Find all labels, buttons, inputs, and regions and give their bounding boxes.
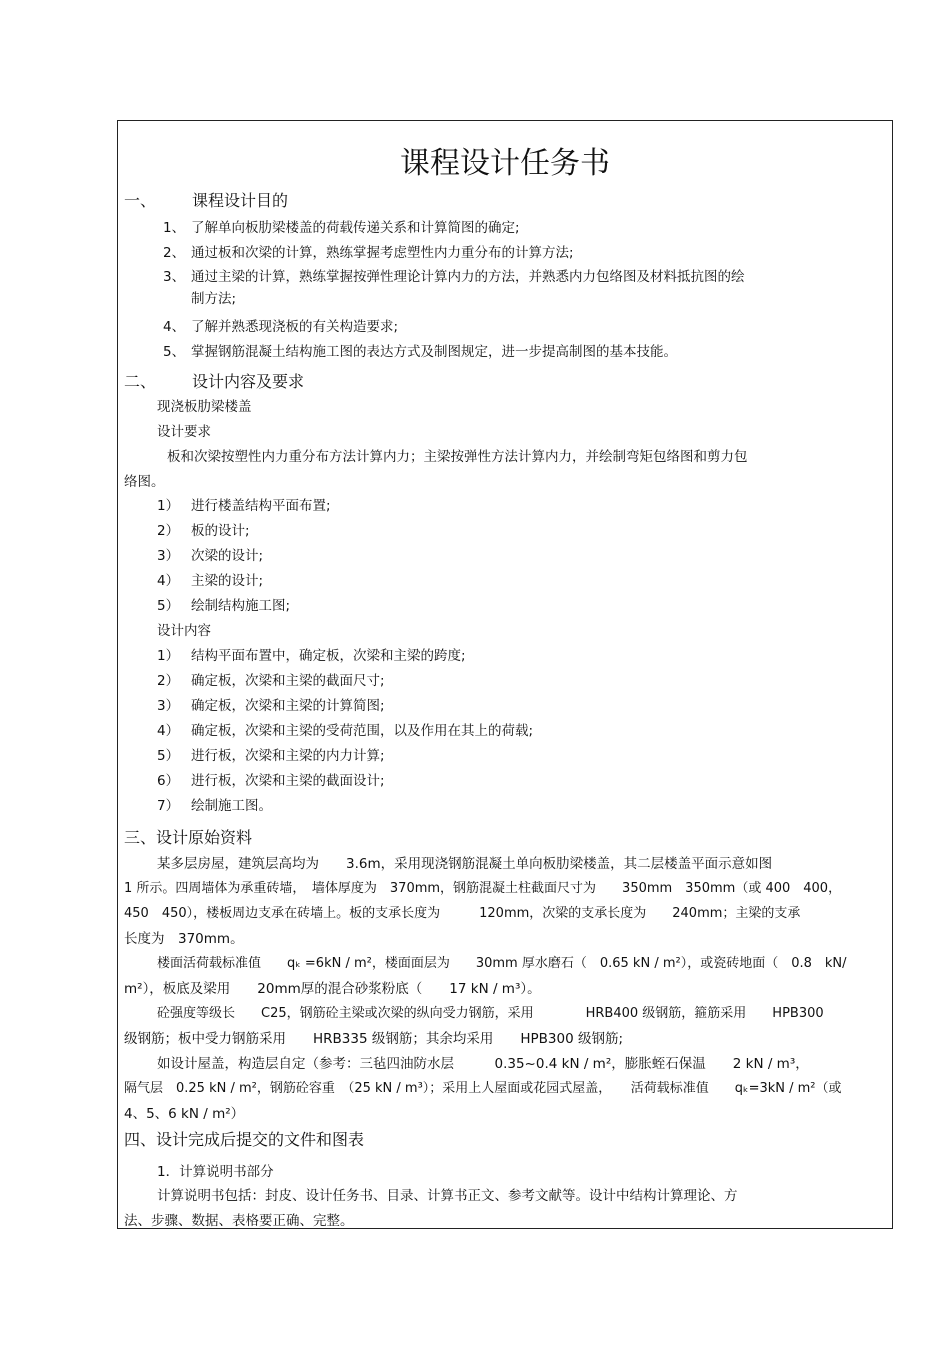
paragraph-line: 1 所示。四周墙体为承重砖墙， 墙体厚度为 370mm，钢筋混凝土柱截面尺寸为 350mm 350mm（或 400 400，: [124, 881, 842, 896]
paragraph-line: 级钢筋；板中受力钢筋采用 HRB335 级钢筋；其余均采用 HPB300 级钢筋;: [124, 1031, 624, 1047]
list-item: 6） 进行板，次梁和主梁的截面设计;: [157, 773, 385, 789]
paragraph-line: 如设计屋盖，构造层自定（参考：三毡四油防水层 0.35~0.4 kN / m²，膨胀蛭石保温 2 kN / m³，: [157, 1056, 809, 1072]
section-4-heading: 四、设计完成后提交的文件和图表: [124, 1130, 365, 1149]
list-item: 1） 结构平面布置中，确定板，次梁和主梁的跨度;: [157, 648, 466, 664]
subheading-design-requirements: 设计要求: [157, 424, 211, 440]
list-item: 5） 绘制结构施工图;: [157, 598, 291, 614]
section-2-number: 二、: [124, 372, 157, 391]
list-item: 3） 次梁的设计;: [157, 548, 264, 564]
paragraph-line: 隔气层 0.25 kN / m²，钢筋砼容重 （25 kN / m³）；采用上人屋面或花园式屋盖， 活荷载标准值 qₖ=3kN / m²（或: [124, 1081, 842, 1096]
paragraph-line: m²），板底及梁用 20mm厚的混合砂浆粉底（ 17 kN / m³）。: [124, 981, 541, 997]
paragraph-line: 板和次梁按塑性内力重分布方法计算内力；主梁按弹性方法计算内力，并绘制弯矩包络图和剪力包: [167, 449, 748, 465]
list-item: 3） 确定板，次梁和主梁的计算简图;: [157, 698, 385, 714]
subheading-floor-type: 现浇板肋梁楼盖: [157, 399, 252, 415]
section-1-number: 一、: [124, 191, 157, 210]
paragraph-line: 络图。: [124, 474, 165, 490]
list-item: 2） 确定板，次梁和主梁的截面尺寸;: [157, 673, 385, 689]
list-item: 2） 板的设计;: [157, 523, 250, 539]
subheading-calc-report: 1．计算说明书部分: [157, 1164, 274, 1180]
list-item: 1、 了解单向板肋梁楼盖的荷载传递关系和计算简图的确定;: [163, 220, 520, 236]
section-2-title: 设计内容及要求: [192, 372, 305, 391]
paragraph-line: 计算说明书包括：封皮、设计任务书、目录、计算书正文、参考文献等。设计中结构计算理论、方: [157, 1188, 738, 1204]
paragraph-line: 砼强度等级长 C25，钢筋砼主梁或次梁的纵向受力钢筋，采用 HRB400 级钢筋，箍筋采用 HPB300: [157, 1006, 824, 1021]
list-item: 4、 了解并熟悉现浇板的有关构造要求;: [163, 319, 399, 335]
section-1-title: 课程设计目的: [192, 191, 289, 210]
paragraph-line: 4、5、6 kN / m²）: [124, 1106, 245, 1122]
subheading-design-content: 设计内容: [157, 623, 211, 639]
list-item: 4） 确定板，次梁和主梁的受荷范围，以及作用在其上的荷载;: [157, 723, 534, 739]
list-item: 4） 主梁的设计;: [157, 573, 264, 589]
list-item: 7） 绘制施工图。: [157, 798, 272, 814]
paragraph-line: 楼面活荷载标准值 qₖ =6kN / m²，楼面面层为 30mm 厚水磨石（ 0.65 kN / m²），或瓷砖地面（ 0.8 kN/: [157, 956, 847, 971]
list-item-continuation: 制方法;: [191, 291, 237, 307]
list-item: 5） 进行板，次梁和主梁的内力计算;: [157, 748, 385, 764]
list-item: 1） 进行楼盖结构平面布置;: [157, 498, 331, 514]
page-title: 课程设计任务书: [400, 146, 610, 181]
section-2-heading: [124, 372, 304, 392]
paragraph-line: 某多层房屋，建筑层高均为 3.6m，采用现浇钢筋混凝土单向板肋梁楼盖，其二层楼盖平面示意如图: [157, 856, 773, 872]
list-item: 3、 通过主梁的计算，熟练掌握按弹性理论计算内力的方法，并熟悉内力包络图及材料抵抗图的绘: [163, 269, 745, 285]
paragraph-line: 450 450），楼板周边支承在砖墙上。板的支承长度为 120mm，次梁的支承长度为 240mm；主梁的支承: [124, 906, 801, 921]
list-item: 2、 通过板和次梁的计算，熟练掌握考虑塑性内力重分布的计算方法;: [163, 245, 574, 261]
paragraph-line: 长度为 370mm。: [124, 931, 244, 947]
section-3-heading: 三、设计原始资料: [124, 828, 253, 847]
section-1-heading: [124, 191, 288, 211]
paragraph-line: 法、步骤、数据、表格要正确、完整。: [124, 1213, 354, 1229]
list-item: 5、 掌握钢筋混凝土结构施工图的表达方式及制图规定，进一步提高制图的基本技能。: [163, 344, 677, 360]
